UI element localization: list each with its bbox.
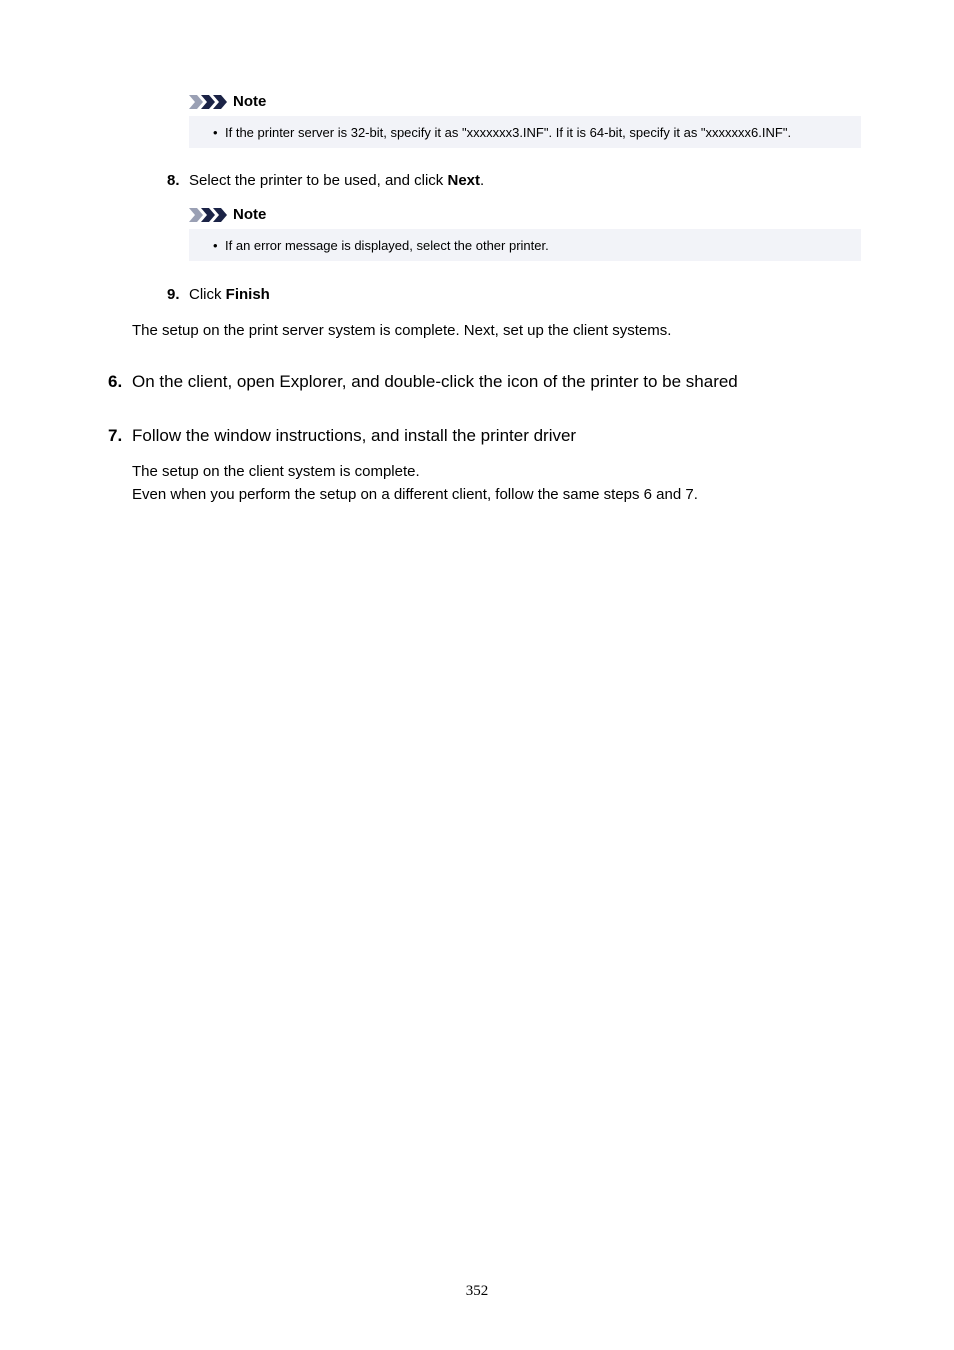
note-item-text: If the printer server is 32-bit, specify it as "xxxxxxx3.INF". If it is 64-bit, specify it as "xxxxxxx6.INF". xyxy=(225,124,792,140)
note-header xyxy=(189,206,266,224)
substep-9 xyxy=(167,286,270,304)
note-chevrons-icon xyxy=(189,207,229,223)
bullet: • xyxy=(213,237,218,253)
paragraph-line: The setup on the client system is complete. xyxy=(132,463,420,480)
substep-text: Click xyxy=(189,286,226,303)
page-number: 352 xyxy=(465,1283,489,1299)
substep-text: Select the printer to be used, and click xyxy=(189,172,448,189)
note-title: Note xyxy=(233,206,267,223)
substep-bold-label: Next xyxy=(447,172,480,189)
note-box xyxy=(189,116,861,148)
paragraph-line: Even when you perform the setup on a different client, follow the same steps 6 and 7. xyxy=(132,486,698,503)
note-item-text: If an error message is displayed, select the other printer. xyxy=(225,237,549,253)
substep-number: 8. xyxy=(167,172,180,189)
note-box xyxy=(189,229,861,261)
note-header xyxy=(189,93,266,111)
step-number: 6. xyxy=(108,372,123,391)
substep-text-end: . xyxy=(480,172,485,189)
step-heading: Follow the window instructions, and install the printer driver xyxy=(132,426,577,445)
substep-number: 9. xyxy=(167,286,180,303)
step-heading: On the client, open Explorer, and double-click the icon of the printer to be shared xyxy=(132,372,738,391)
server-setup-complete-text: The setup on the print server system is complete. Next, set up the client systems. xyxy=(132,322,672,339)
substep-8 xyxy=(167,172,485,190)
step-number: 7. xyxy=(108,426,123,445)
client-setup-complete-text xyxy=(132,460,698,506)
step-7 xyxy=(108,426,577,446)
bullet: • xyxy=(213,124,218,140)
note-title: Note xyxy=(233,93,267,110)
note-chevrons-icon xyxy=(189,94,229,110)
substep-bold-label: Finish xyxy=(225,286,270,303)
step-6 xyxy=(108,372,738,392)
